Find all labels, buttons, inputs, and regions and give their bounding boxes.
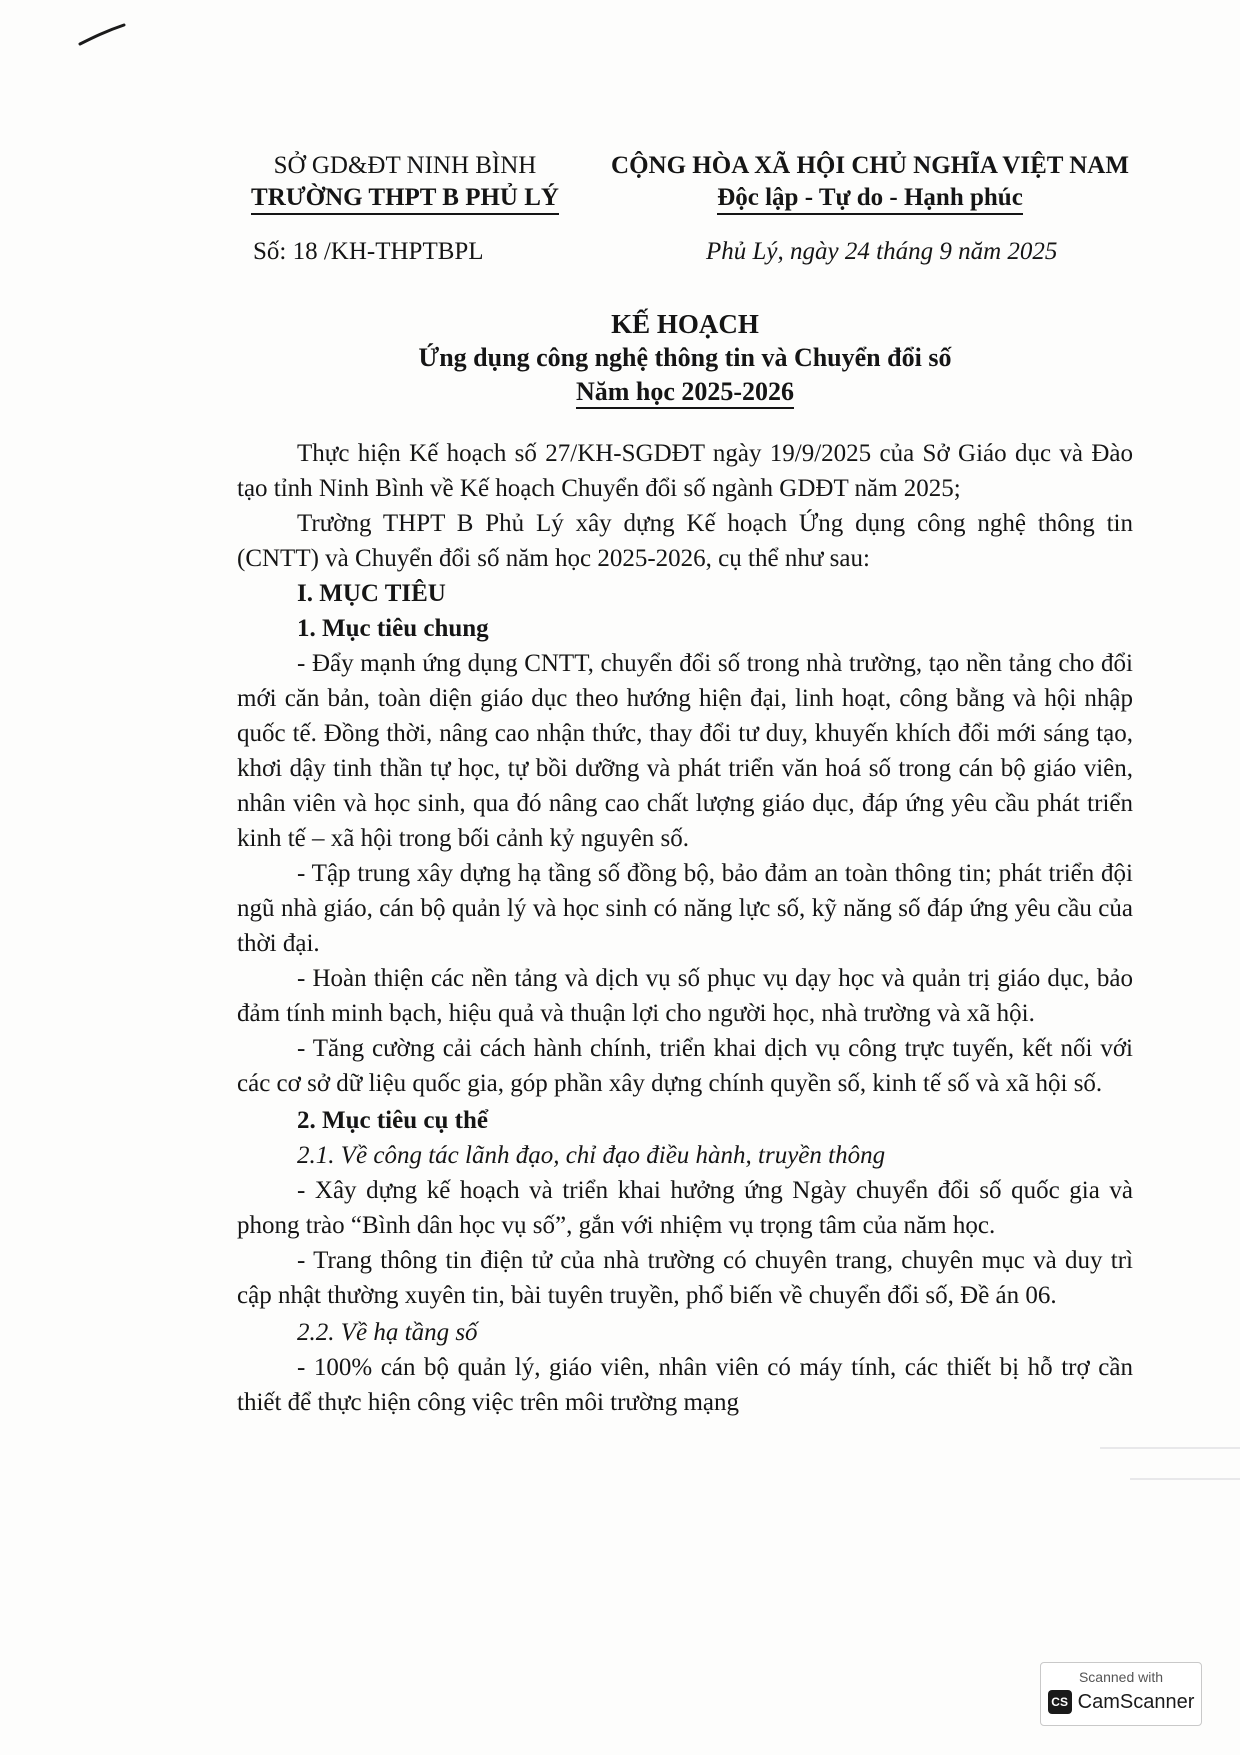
nation-name: CỘNG HÒA XÃ HỘI CHỦ NGHĨA VIỆT NAM: [611, 152, 1129, 179]
scanned-with-label: Scanned with: [1078, 1669, 1164, 1685]
agency-name: SỞ GD&ĐT NINH BÌNH: [273, 152, 537, 179]
pen-stroke-mark: [78, 22, 128, 48]
intro-paragraph: Thực hiện Kế hoạch số 27/KH-SGDĐT ngày 19/9/2025 của Sở Giáo dục và Đào tạo tỉnh Ninh Bình về Kế hoạch Chuyển đổi số ngành GDĐT năm 2025;: [237, 440, 1133, 502]
subsection-heading: 1. Mục tiêu chung: [297, 615, 489, 642]
body-paragraph: - Tập trung xây dựng hạ tầng số đồng bộ, bảo đảm an toàn thông tin; phát triển đội ngũ nhà giáo, cán bộ quản lý và học sinh có năng lực số, kỹ năng số đáp ứng yêu cầu của thời đại.: [237, 860, 1133, 957]
document-title: KẾ HOẠCH: [611, 309, 759, 339]
subsection-heading: 2. Mục tiêu cụ thể: [297, 1107, 488, 1134]
document-date: Phủ Lý, ngày 24 tháng 9 năm 2025: [706, 238, 1058, 265]
body-paragraph: - Tăng cường cải cách hành chính, triển khai dịch vụ công trực tuyến, kết nối với các cơ sở dữ liệu quốc gia, góp phần xây dựng chính quyền số, kinh tế số và xã hội số.: [237, 1035, 1133, 1097]
national-title-block: [600, 150, 1140, 215]
document-body: [237, 436, 1133, 1420]
document-subtitle: Ứng dụng công nghệ thông tin và Chuyển đổi số: [418, 343, 952, 372]
national-motto: Độc lập - Tự do - Hạnh phúc: [717, 183, 1023, 215]
issuing-agency-block: [240, 150, 570, 215]
body-paragraph: - Hoàn thiện các nền tảng và dịch vụ số phục vụ dạy học và quản trị giáo dục, bảo đảm tính minh bạch, hiệu quả và thuận lợi cho người học, nhà trường và xã hội.: [237, 965, 1133, 1027]
camscanner-logo-icon: CS: [1048, 1690, 1072, 1714]
body-paragraph: - Xây dựng kế hoạch và triển khai hưởng ứng Ngày chuyển đổi số quốc gia và phong trào “Bình dân học vụ số”, gắn với nhiệm vụ trọng tâm của năm học.: [237, 1177, 1133, 1239]
body-paragraph: - Trang thông tin điện tử của nhà trường có chuyên trang, chuyên mục và duy trì cập nhật thường xuyên tin, bài tuyên truyền, phổ biến về chuyển đổi số, Đề án 06.: [237, 1247, 1133, 1309]
intro-paragraph: Trường THPT B Phủ Lý xây dựng Kế hoạch Ứng dụng công nghệ thông tin (CNTT) và Chuyển đổi số năm học 2025-2026, cụ thể như sau:: [237, 510, 1133, 572]
sub-subsection-heading: 2.2. Về hạ tầng số: [297, 1319, 478, 1346]
bleed-through-line: [1100, 1447, 1240, 1449]
document-number: Số: 18 /KH-THPTBPL: [253, 238, 484, 265]
school-year: Năm học 2025-2026: [576, 377, 794, 409]
sub-subsection-heading: 2.1. Về công tác lãnh đạo, chỉ đạo điều hành, truyền thông: [297, 1142, 886, 1169]
school-name: TRƯỜNG THPT B PHỦ LÝ: [251, 183, 559, 215]
camscanner-watermark: [1040, 1662, 1202, 1726]
bleed-through-line: [1130, 1478, 1240, 1480]
section-heading: I. MỤC TIÊU: [297, 580, 446, 607]
body-paragraph: - Đẩy mạnh ứng dụng CNTT, chuyển đổi số trong nhà trường, tạo nền tảng cho đổi mới căn bản, toàn diện giáo dục theo hướng hiện đại, linh hoạt, công bằng và hội nhập quốc tế. Đồng thời, nâng cao nhận thức, thay đổi tư duy, khuyến khích đổi mới sáng tạo, khơi dậy tinh thần tự học, tự bồi dưỡng và phát triển văn hoá số trong cán bộ giáo viên, nhân viên và học sinh, qua đó nâng cao chất lượng giáo dục, đáp ứng yêu cầu phát triển kinh tế – xã hội trong bối cảnh kỷ nguyên số.: [237, 650, 1133, 852]
document-title-block: [240, 307, 1130, 409]
body-paragraph: - 100% cán bộ quản lý, giáo viên, nhân viên có máy tính, các thiết bị hỗ trợ cần thiết để thực hiện công việc trên môi trường mạng: [237, 1354, 1133, 1416]
camscanner-brand-name: CamScanner: [1077, 1690, 1195, 1713]
camscanner-brand-row: [1041, 1688, 1201, 1716]
